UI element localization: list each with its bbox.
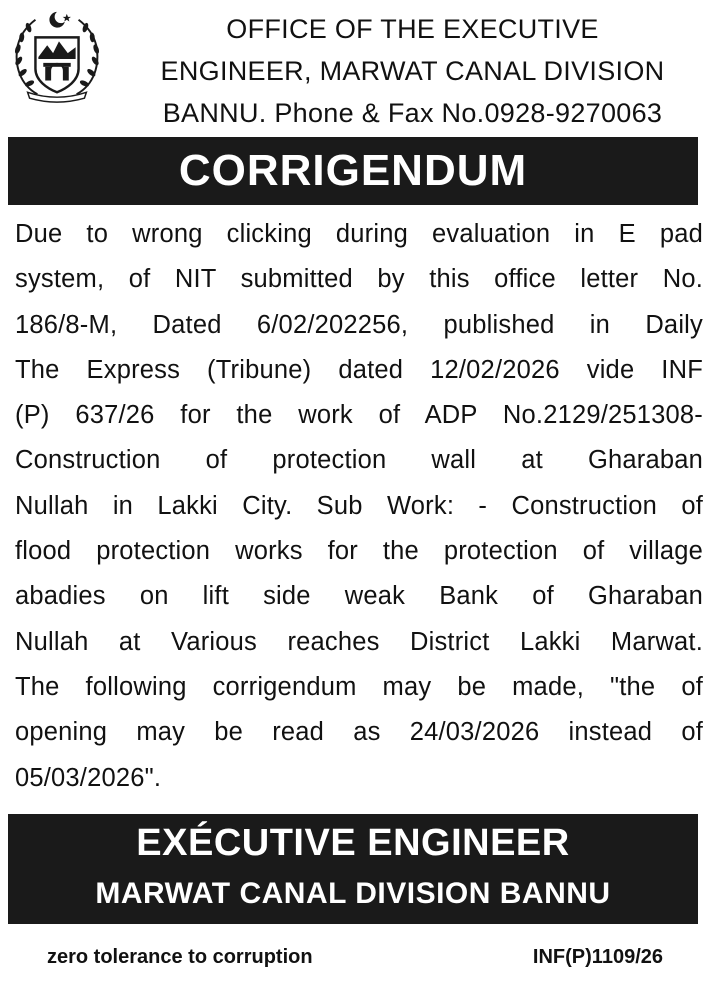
body-line: The following corrigendum may be made, "the of [15, 672, 703, 701]
signoff-title: EXÉCUTIVE ENGINEER [136, 822, 570, 864]
corrigendum-title: CORRIGENDUM [8, 137, 698, 205]
body-line: Nullah in Lakki City. Sub Work: - Construction of [15, 491, 703, 520]
body-line: Construction of protection wall at Gharaban [15, 446, 703, 475]
body-line: (P) 637/26 for the work of ADP No.2129/251308- [15, 401, 703, 430]
header-line-contact: BANNU. Phone & Fax No.0928-9270063 [162, 98, 663, 128]
signoff-subtitle: MARWAT CANAL DIVISION BANNU [95, 877, 611, 910]
body-line: abadies on lift side weak Bank of Gharaban [15, 582, 703, 611]
footer-slogan: zero tolerance to corruption [47, 946, 313, 968]
notice-body [15, 212, 703, 801]
signoff-block [8, 814, 698, 924]
body-line: flood protection works for the protection of village [15, 537, 703, 566]
header-line-office: OFFICE OF THE EXECUTIVE [226, 14, 599, 44]
body-line: The Express (Tribune) dated 12/02/2026 vide INF [15, 355, 703, 384]
body-line: Due to wrong clicking during evaluation in E pad [15, 220, 703, 248]
body-line: 186/8-M, Dated 6/02/202256, published in Daily [15, 310, 703, 339]
body-line: system, of NIT submitted by this office letter No. [15, 265, 703, 294]
footer [0, 940, 711, 974]
office-header [120, 8, 705, 134]
footer-reference: INF(P)1109/26 [532, 946, 663, 968]
government-emblem-icon [8, 8, 106, 106]
header-line-division: ENGINEER, MARWAT CANAL DIVISION [160, 56, 665, 86]
body-line: 05/03/2026". [15, 763, 162, 792]
body-line: Nullah at Various reaches District Lakki Marwat. [15, 627, 703, 656]
body-line: opening may be read as 24/03/2026 instead of [15, 718, 703, 747]
